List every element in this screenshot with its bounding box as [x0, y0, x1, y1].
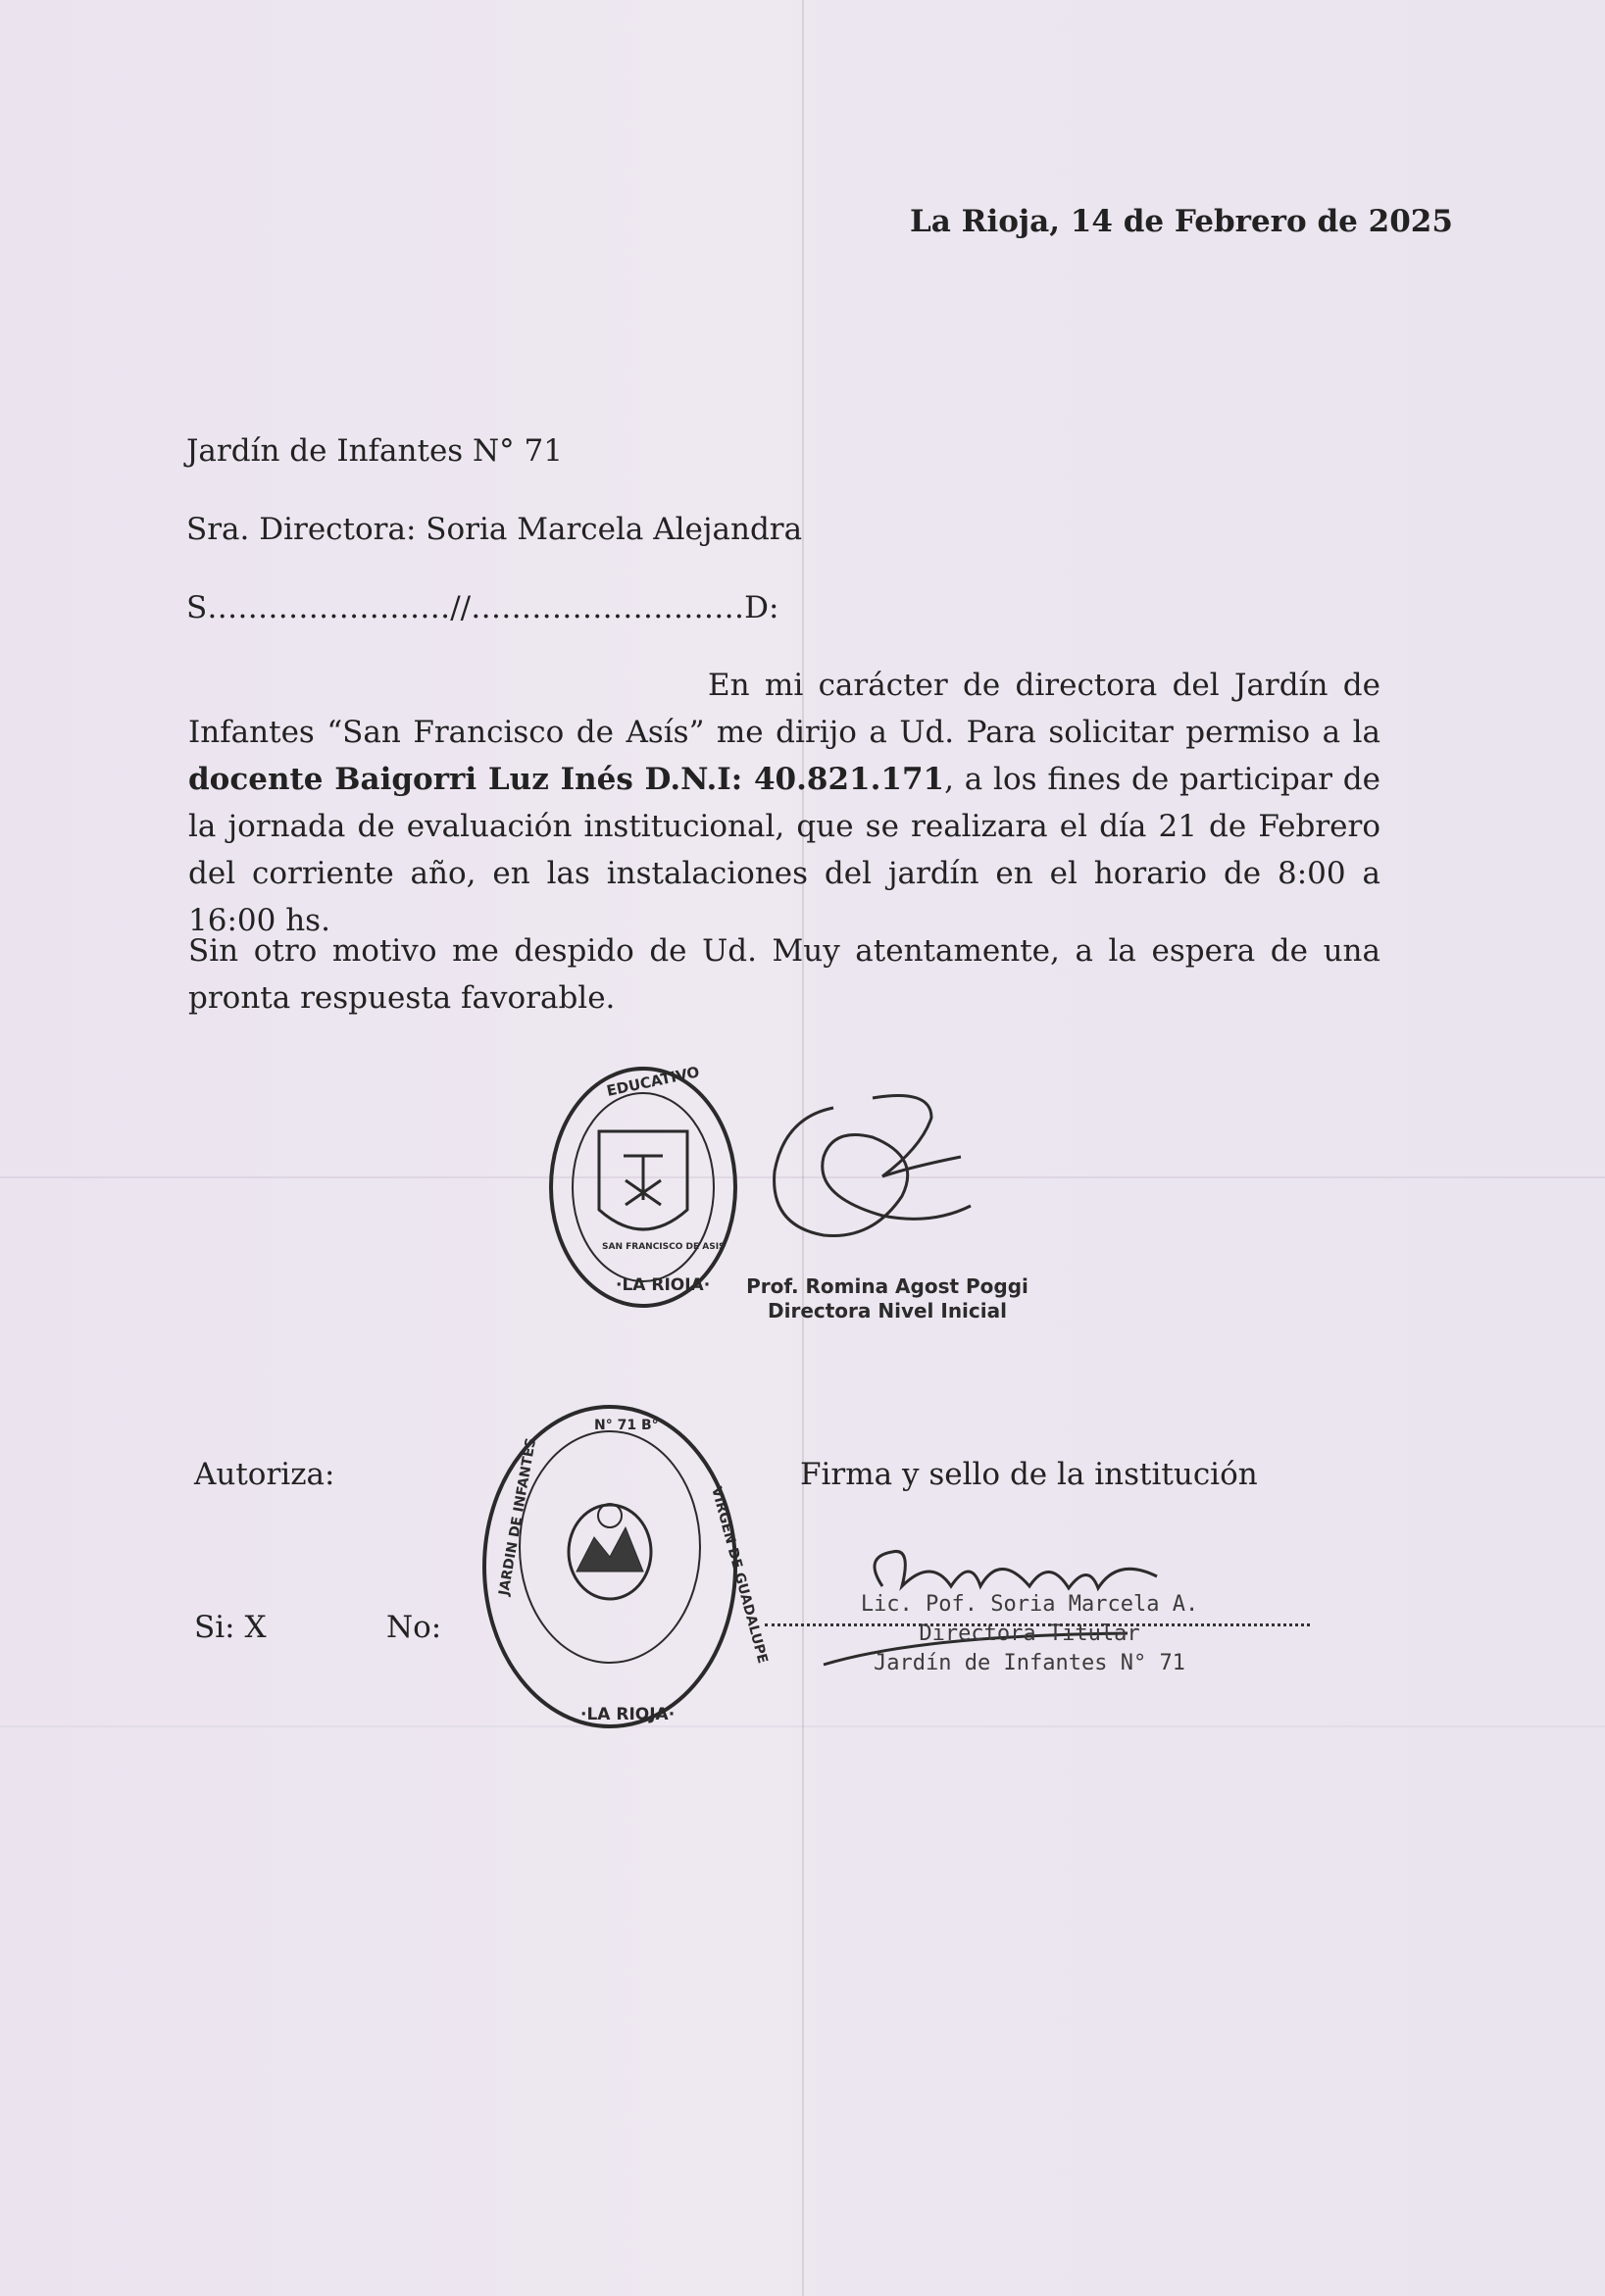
svg-text:SAN FRANCISCO DE ASIS: SAN FRANCISCO DE ASIS [602, 1242, 726, 1252]
signature-romina-poggi [765, 1078, 1000, 1265]
signature2-name: Lic. Pof. Soria Marcela A. [860, 1592, 1199, 1617]
authorize-no-option: No: [386, 1610, 442, 1645]
institution-signature-label: Firma y sello de la institución [800, 1457, 1258, 1492]
request-paragraph [188, 662, 1380, 944]
signature2-institution: Jardín de Infantes N° 71 [874, 1651, 1185, 1675]
request-text-start: En mi carácter de directora del Jardín de Infantes “San Francisco de Asís” me dirijo a Ud. Para solicitar permiso a la [188, 668, 1380, 750]
kindergarten-stamp-oval [478, 1400, 771, 1733]
closing-paragraph: Sin otro motivo me despido de Ud. Muy atentamente, a la espera de una pronta respuesta favorable. [188, 933, 1380, 1016]
svg-text:JARDIN DE INFANTES: JARDIN DE INFANTES [496, 1436, 540, 1597]
signature2-caption [833, 1590, 1226, 1678]
addressee-director: Sra. Directora: Soria Marcela Alejandra [186, 512, 803, 547]
svg-text:·LA RIOJA·: ·LA RIOJA· [616, 1275, 711, 1295]
svg-text:·LA RIOJA·: ·LA RIOJA· [580, 1705, 676, 1724]
school-stamp-oval [545, 1063, 741, 1312]
signature1-name: Prof. Romina Agost Poggi [746, 1274, 1028, 1298]
signature2-title: Directora Titular [919, 1622, 1140, 1646]
paper-fold-horizontal-lower [0, 1725, 1605, 1727]
request-text-end: , a los fines de participar de la jornada de evaluación institucional, que se realizara el día 21 de Febrero del corriente año, en las instalaciones del jardín en el horario de 8:00 a 16:00 hs. [188, 762, 1380, 938]
letter-date: La Rioja, 14 de Febrero de 2025 [910, 204, 1453, 239]
signature1-title: Directora Nivel Inicial [768, 1299, 1007, 1323]
svg-text:VIRGEN DE GUADALUPE: VIRGEN DE GUADALUPE [708, 1484, 771, 1666]
salutation-line: S……………………//………………………D: [186, 590, 779, 625]
signature1-caption [726, 1274, 1049, 1323]
svg-text:N° 71 B°: N° 71 B° [594, 1418, 659, 1433]
teacher-name-id: docente Baigorri Luz Inés D.N.I: 40.821.171 [188, 762, 945, 797]
svg-text:EDUCATIVO: EDUCATIVO [605, 1063, 701, 1100]
addressee-institution: Jardín de Infantes N° 71 [186, 433, 563, 469]
authorize-label: Autoriza: [194, 1457, 335, 1492]
authorize-yes-option: Si: X [194, 1610, 267, 1645]
